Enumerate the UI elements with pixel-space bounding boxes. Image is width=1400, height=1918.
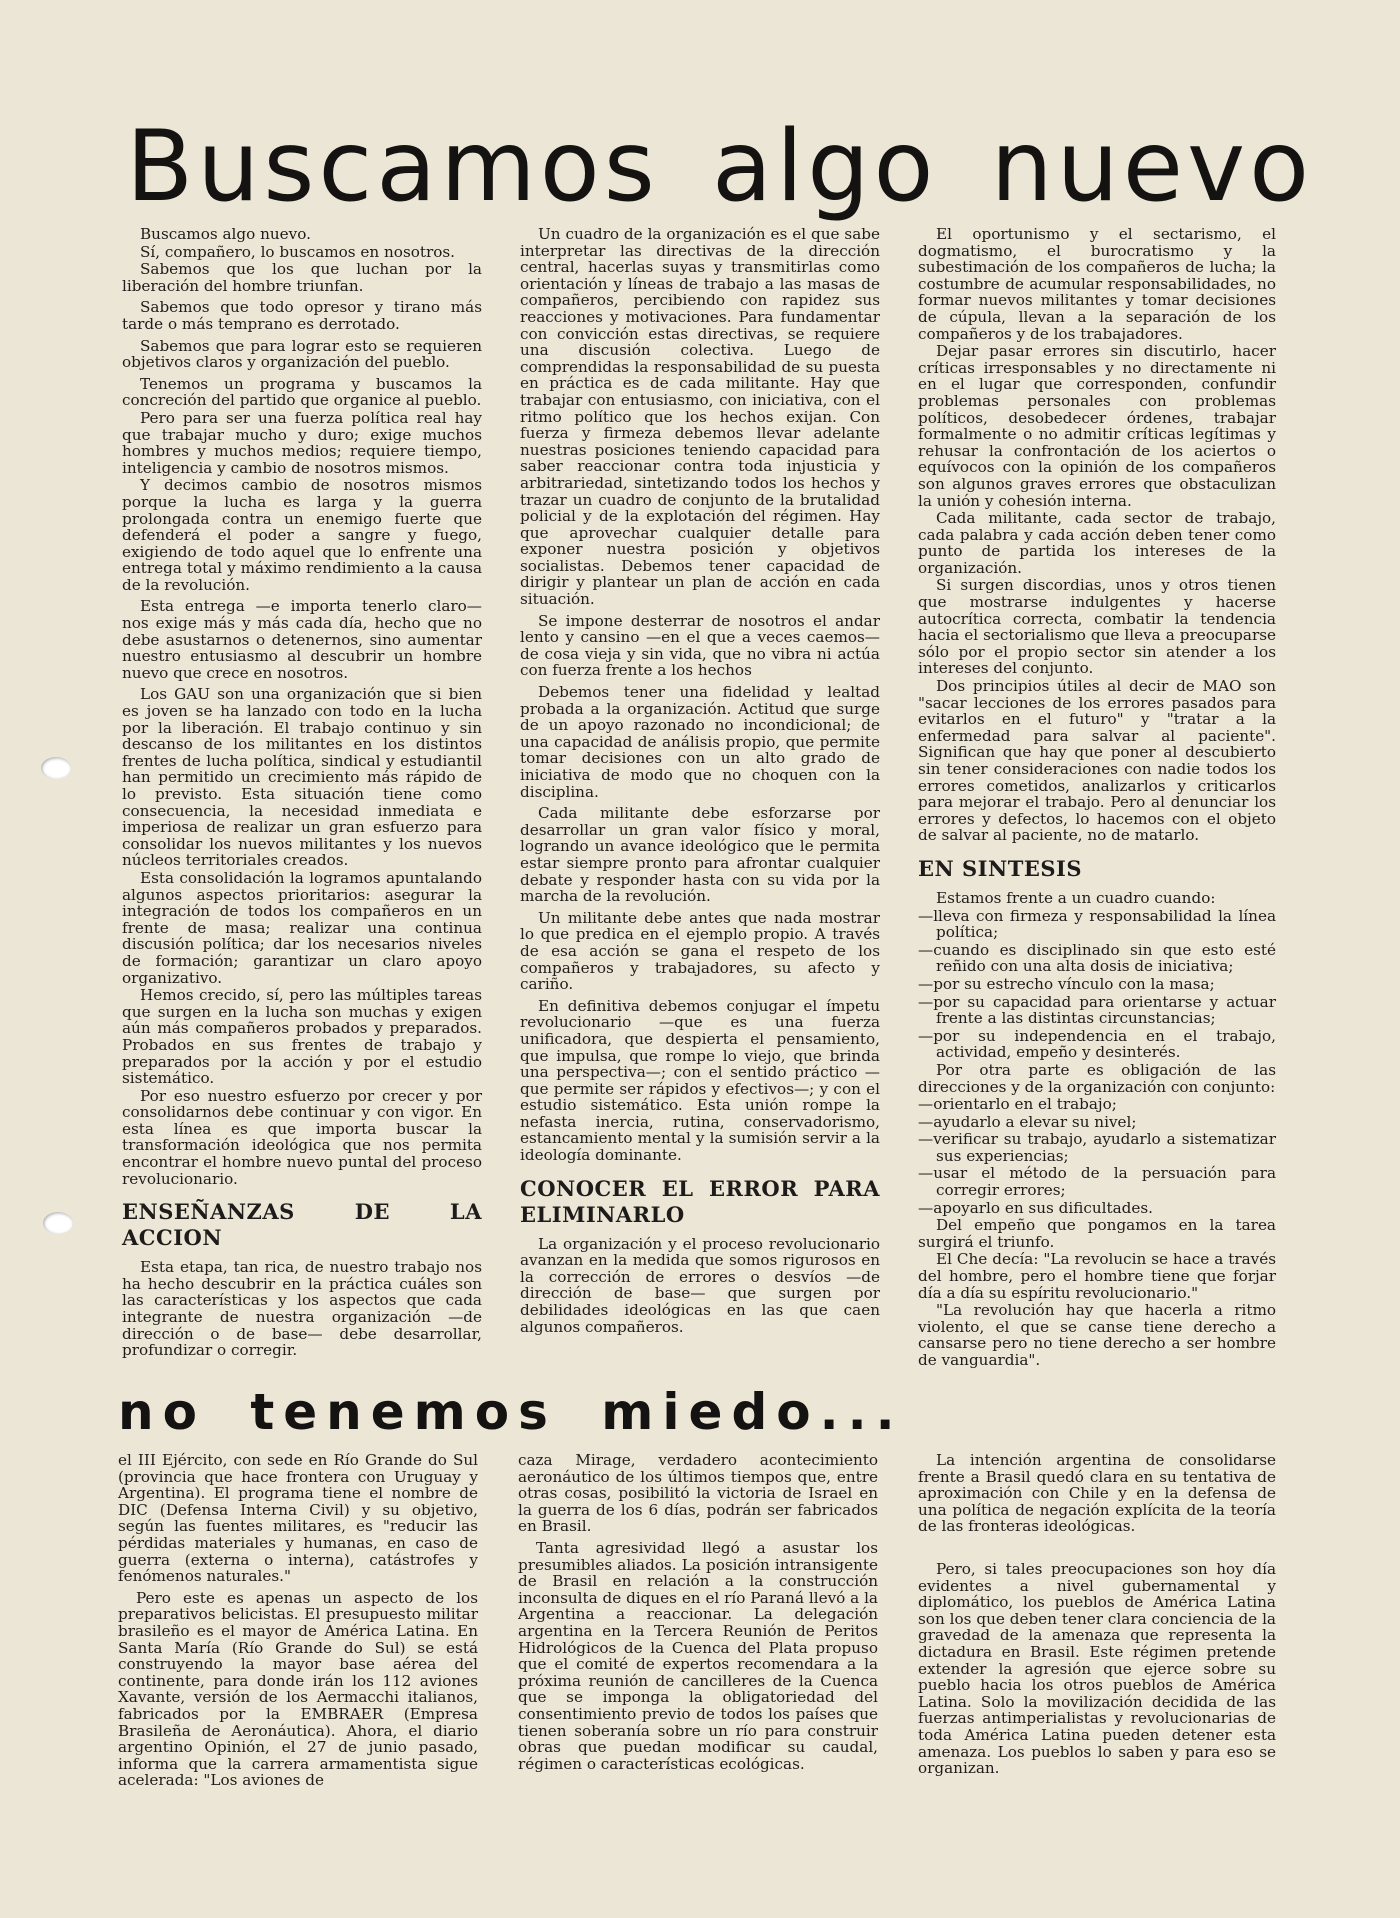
paragraph: Dos principios útiles al decir de MAO son "sacar lecciones de los errores pasados para evitarlos en el futuro" y "tratar a la enfermedad para salvar al paciente". Significan que hay que poner al descubierto sin tener consideraciones con nadie todos los errores cometidos, analizarlos y criticarlos para mejorar el trabajo. Pero al denunciar los errores y defectos, lo hacemos con el objeto de salvar al paciente, no de matarlo. (918, 677, 1276, 845)
list-item: —por su estrecho vínculo con la masa; (918, 974, 1215, 993)
section-heading: EN SINTESIS (918, 855, 1082, 881)
list-item: —verificar su trabajo, ayudarlo a sistematizar sus experiencias; (918, 1130, 1276, 1165)
article-column-1 (122, 226, 482, 1360)
list-item: —lleva con firmeza y responsabilidad la línea política; (918, 906, 1276, 942)
paragraph: Pero este es apenas un aspecto de los preparativos belicistas. El presupuesto militar brasileño es el mayor de América Latina. En Santa María (Río Grande do Sul) se está construyendo la mayor base aérea del continente, para donde irán los 112 aviones Xavante, versión de los Aermacchi italianos, fabricados por la EMBRAER (Empresa Brasileña de Aeronáutica). Ahora, el diario argentino Opinión, el 27 de junio pasado, informa que la carrera armamentista sigue acelerada: "Los aviones de (118, 1588, 478, 1790)
paragraph: Sí, compañero, lo buscamos en nosotros. (140, 242, 456, 261)
paragraph: "La revolución hay que hacerla a ritmo violento, el que se canse tiene derecho a cansarse pero no tiene derecho a ser hombre de vanguardia". (918, 1301, 1276, 1369)
paragraph: Si surgen discordias, unos y otros tienen que mostrarse indulgentes y hacerse autocrítica correcta, combatir la tendencia hacia el sectorialismo que lleva a preocuparse sólo por el propio sector sin atender a los intereses del conjunto. (918, 576, 1276, 678)
second-headline: no tenemos miedo... (118, 1383, 904, 1441)
paragraph: La organización y el proceso revolucionario avanzan en la medida que somos rigurosos en la corrección de errores o desvíos —de dirección de base— que surgen por debilidades ideológicas en las que caen algunos compañeros. (520, 1234, 880, 1336)
paragraph: caza Mirage, verdadero acontecimiento aeronáutico de los últimos tiempos que, entre otras cosas, posibilitó la victoria de Israel en la guerra de los 6 días, podrán ser fabricados en Brasil. (518, 1451, 878, 1536)
list-item: —apoyarlo en sus dificultades. (918, 1198, 1153, 1217)
paragraph: Cada militante debe esforzarse por desarrollar un gran valor físico y moral, logrando un avance ideológico que le permita estar siempre pronto para afrontar cualquier debate y responder hasta con su vida por la marcha de la revolución. (520, 804, 880, 906)
paragraph: El oportunismo y el sectarismo, el dogmatismo, el burocratismo y la subestimación de los compañeros de lucha; la costumbre de acumular responsabilidades, no formar nuevos militantes y tomar decisiones de cúpula, llevan a la separación de los compañeros y de los trabajadores. (918, 225, 1276, 343)
paragraph: Por eso nuestro esfuerzo por crecer y por consolidarnos debe continuar y con vigor. En esta línea es que importa buscar la transformación ideológica que nos permita encontrar el hombre nuevo puntal del proceso revolucionario. (122, 1086, 482, 1188)
paragraph: Cada militante, cada sector de trabajo, cada palabra y cada acción deben tener como punto de partida los intereses de la organización. (918, 509, 1276, 577)
list-item-text: verificar su trabajo, ayudarlo a sistematizar sus experiencias; (933, 1130, 1276, 1165)
article-column-3 (918, 226, 1276, 1370)
paragraph: Se impone desterrar de nosotros el andar lento y cansino —en el que a veces caemos— de cosa vieja y sin vida, que no vibra ni actúa con fuerza frente a los hechos (520, 611, 880, 680)
paragraph: Un militante debe antes que nada mostrar lo que predica en el ejemplo propio. A través de esa acción se gana el respeto de los compañeros y trabajadores, su afecto y cariño. (520, 908, 880, 994)
list-item-text: por su estrecho vínculo con la masa; (933, 974, 1215, 993)
paragraph: Esta entrega —e importa tenerlo claro— nos exige más y más cada día, hecho que no debe asustarnos o detenernos, sino aumentar nuestro entusiasmo al descubrir un hombre nuevo que crece en nosotros. (122, 597, 482, 682)
list-item-text: orientarlo en el trabajo; (933, 1095, 1117, 1114)
list-item-text: usar el método de la persuación para corregir errores; (933, 1164, 1276, 1200)
paragraph: Del empeño que pongamos en la tarea surgirá el triunfo. (918, 1216, 1276, 1251)
paragraph: Tenemos un programa y buscamos la concreción del partido que organice al pueblo. (122, 374, 482, 410)
paragraph: Pero, si tales preocupaciones son hoy día evidentes a nivel gubernamental y diplomático, los pueblos de América Latina son los que deben tener clara conciencia de la gravedad de la amenaza que representa la dictadura en Brasil. Este régimen pretende extender la agresión que ejerce sobre su pueblo hacia los otros pueblos de América Latina. Solo la movilización decidida de las fuerzas antimperialistas y revolucionarias de toda América Latina pueden detener esta amenaza. Los pueblos lo saben y para eso se organizan. (918, 1559, 1276, 1778)
paragraph: el III Ejército, con sede en Río Grande do Sul (provincia que hace frontera con Uruguay y Argentina). El programa tiene el nombre de DIC (Defensa Interna Civil) y su objetivo, según las fuentes militares, es "reducir las pérdidas materiales y humanas, en caso de guerra (externa o interna), catástrofes y fenómenos naturales." (118, 1451, 478, 1586)
punch-hole-bottom (43, 1212, 73, 1234)
list-item: —por su independencia en el trabajo, actividad, empeño y desinterés. (918, 1026, 1276, 1062)
paragraph: Por otra parte es obligación de las direcciones y de la organización con conjunto: (918, 1060, 1276, 1096)
paragraph: En definitiva debemos conjugar el ímpetu revolucionario —que es una fuerza unificadora, que despierta el pensamiento, que impulsa, que rompe lo viejo, que brinda una perspectiva—; con el sentido práctico —que permite ser rápidos y efectivos—; y con el estudio sistemático. Esta unión rompe la nefasta inercia, rutina, conservadorismo, estancamiento mental y la sumisión servir a la ideología dominante. (520, 996, 880, 1165)
list-item-text: lleva con firmeza y responsabilidad la línea política; (933, 906, 1276, 942)
list-item: —orientarlo en el trabajo; (918, 1095, 1117, 1114)
paragraph: Y decimos cambio de nosotros mismos porque la lucha es larga y la guerra prolongada contra un enemigo fuerte que defenderá el poder a sangre y fuego, exigiendo de todo aquel que lo enfrente una entrega total y máximo rendimiento a la causa de la revolución. (122, 476, 482, 594)
paragraph: Sabemos que los que luchan por la liberación del hombre triunfan. (122, 260, 482, 295)
paragraph: Sabemos que para lograr esto se requieren objetivos claros y organización del pueblo. (122, 336, 482, 372)
list-item-text: apoyarlo en sus dificultades. (933, 1198, 1153, 1217)
paragraph: Un cuadro de la organización es el que sabe interpretar las directivas de la dirección central, hacerlas suyas y transmitirlas como orientación y líneas de trabajo a las masas de compañeros, percibiendo con rapidez sus reacciones y motivaciones. Para fundamentar con convicción estas directivas, se requiere una discusión colectiva. Luego de comprendidas la responsabilidad de su puesta en práctica es de cada militante. Hay que trabajar con entusiasmo, con iniciativa, con el ritmo político que los hechos exijan. Con fuerza y firmeza debemos llevar adelante nuestras posiciones teniendo capacidad para saber reaccionar contra toda injusticia y arbitrariedad, sintetizando todos los hechos y trazar un cuadro de conjunto de la brutalidad policial y de la explotación del régimen. Hay que aprovechar cualquier detalle para exponer nuestra posición y objetivos socialistas. Debemos tener capacidad de dirigir y plantear un plan de acción en cada situación. (520, 225, 880, 609)
paragraph: Debemos tener una fidelidad y lealtad probada a la organización. Actitud que surge de un apoyo razonado no incondicional; de una capacidad de análisis propio, que permite tomar decisiones con un alto grado de iniciativa de modo que no choquen con la disciplina. (520, 683, 880, 801)
list-item-text: ayudarlo a elevar su nivel; (933, 1112, 1137, 1131)
bottom-column-1 (118, 1452, 478, 1790)
list-item: —cuando es disciplinado sin que esto esté reñido con una alta dosis de iniciativa; (918, 940, 1276, 976)
list-item-text: cuando es disciplinado sin que esto esté reñido con una alta dosis de iniciativa; (933, 940, 1276, 976)
paragraph: Esta etapa, tan rica, de nuestro trabajo nos ha hecho descubrir en la práctica cuáles son las características y los aspectos que cada integrante de nuestra organización —de dirección o de base— debe desarrollar, profundizar o corregir. (122, 1258, 482, 1360)
list-item: —usar el método de la persuación para corregir errores; (918, 1164, 1276, 1200)
section-heading: ENSEÑANZAS DE LA ACCION (122, 1199, 482, 1251)
bottom-column-3 (918, 1452, 1276, 1778)
paragraph: Esta consolidación la logramos apuntalando algunos aspectos prioritarios: asegurar la integración de todos los compañeros en un frente de masa; realizar una continua discusión política; dar los necesarios niveles de formación; garantizar un claro apoyo organizativo. (122, 868, 482, 987)
list-item-text: por su capacidad para orientarse y actuar frente a las distintas circunstancias; (933, 992, 1276, 1028)
list-item-text: por su independencia en el trabajo, actividad, empeño y desinterés. (933, 1026, 1276, 1062)
paragraph: Los GAU son una organización que si bien es joven se ha lanzado con todo en la lucha por la liberación. El trabajo continuo y sin descanso de los militantes en los distintos frentes de lucha política, sindical y estudiantil han permitido un crecimiento más rápido de lo previsto. Esta situación tiene como consecuencia, la necesidad inmediata e imperiosa de realizar un gran esfuerzo para consolidar los nuevos militantes y los nuevos núcleos territoriales creados. (122, 685, 482, 870)
paragraph: La intención argentina de consolidarse frente a Brasil quedó clara en su tentativa de aproximación con Chile y en la defensa de una política de negación explícita de la teoría de las fronteras ideológicas. (918, 1451, 1276, 1536)
article-column-2 (520, 226, 880, 1336)
paragraph: Pero para ser una fuerza política real hay que trabajar mucho y duro; exige muchos hombres y muchos medios; requiere tiempo, inteligencia y cambio de nosotros mismos. (122, 408, 482, 477)
paragraph: El Che decía: "La revolucin se hace a través del hombre, pero el hombre tiene que forjar día a día su espíritu revolucionario." (918, 1250, 1276, 1302)
punch-hole-top (41, 757, 71, 779)
section-heading: CONOCER EL ERROR PARA ELIMINARLO (520, 1175, 880, 1227)
paragraph: Dejar pasar errores sin discutirlo, hacer críticas irresponsables y no directamente ni en el lugar que corresponden, confundir problemas personales con problemas políticos, desobedecer órdenes, trabajar formalmente o no admitir críticas legítimas y rehusar la confrontación de los aciertos o equívocos con la opinión de los compañeros son algunos graves errores que obstaculizan la unión y cohesión interna. (918, 342, 1276, 510)
list-item: —por su capacidad para orientarse y actuar frente a las distintas circunstancias; (918, 992, 1276, 1028)
paragraph: Hemos crecido, sí, pero las múltiples tareas que surgen en la lucha son muchas y exigen aún más compañeros probados y preparados. Probados en sus frentes de trabajo y preparados por la acción y por el estudio sistemático. (122, 986, 482, 1088)
list-item: —ayudarlo a elevar su nivel; (918, 1112, 1137, 1131)
paragraph: Estamos frente a un cuadro cuando: (936, 888, 1216, 907)
paragraph: Sabemos que todo opresor y tirano más tarde o más temprano es derrotado. (122, 298, 482, 333)
headline-title: Buscamos algo nuevo (126, 110, 1314, 224)
paragraph: Buscamos algo nuevo. (140, 225, 311, 243)
paragraph: Tanta agresividad llegó a asustar los presumibles aliados. La posición intransigente de Brasil en relación a la construcción inconsulta de diques en el río Paraná llevó a la Argentina a reaccionar. La delegación argentina en la Tercera Reunión de Peritos Hidrológicos de la Cuenca del Plata propuso que el comité de expertos recomendara a la próxima reunión de cancilleres de la Cuenca que se imponga la obligatoriedad del consentimiento previo de todos los países que tienen soberanía sobre un río para construir obras que puedan modificar su caudal, régimen o características ecológicas. (518, 1538, 878, 1773)
bottom-column-2 (518, 1452, 878, 1773)
